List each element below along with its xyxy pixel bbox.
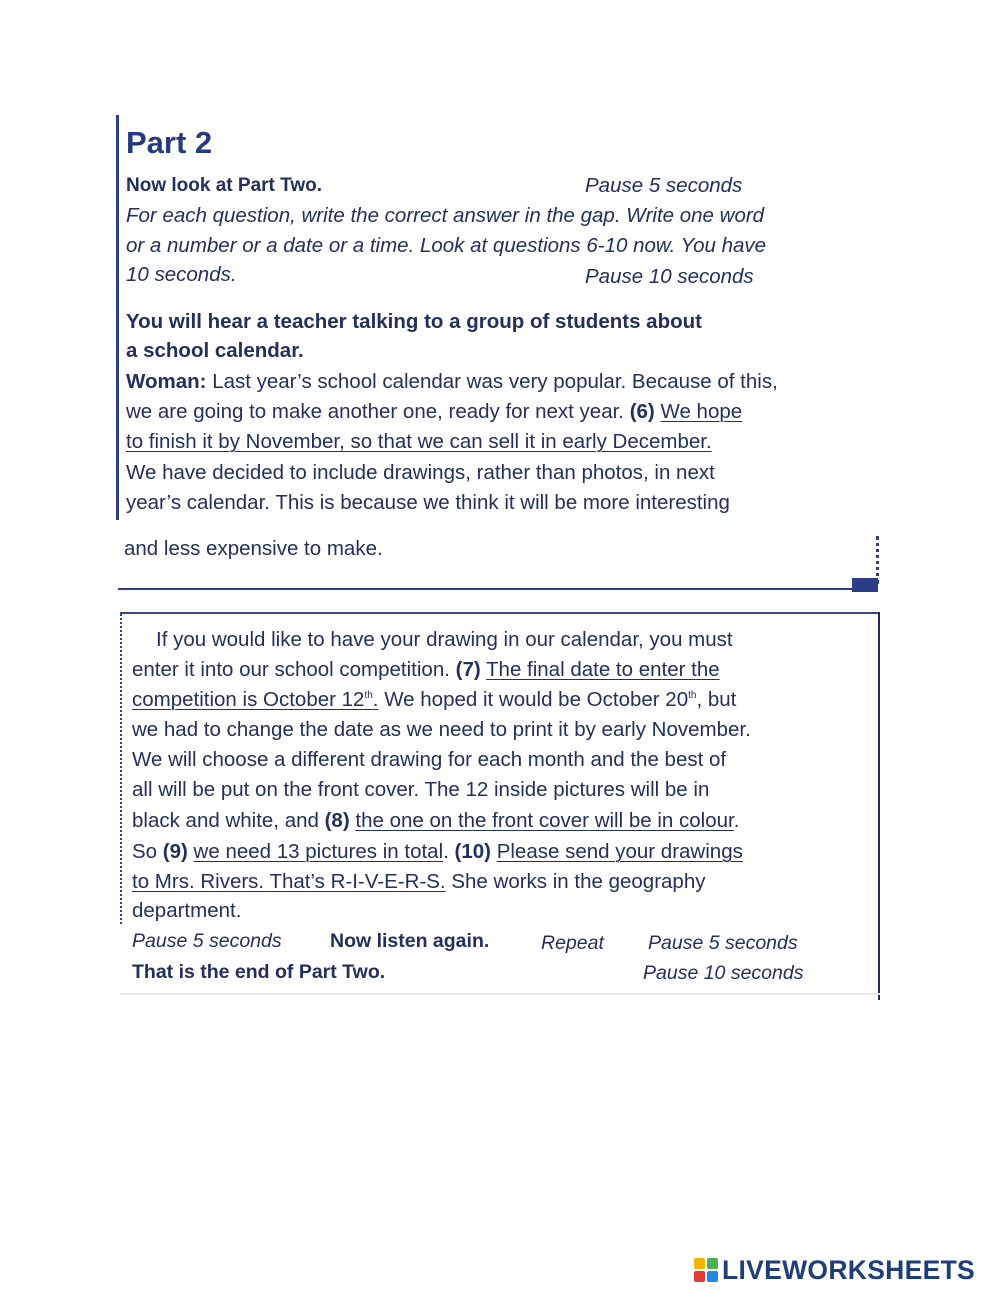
transcript2-line-5: We will choose a different drawing for each month and the best of — [132, 748, 727, 771]
part-heading: Part 2 — [126, 125, 213, 160]
transcript-line-2 — [126, 397, 742, 427]
instructions-line-2: or a number or a date or a time. Look at questions 6-10 now. You have — [126, 234, 767, 257]
transcript-line-6: and less expensive to make. — [124, 537, 383, 560]
transcript-line-4: We have decided to include drawings, rather than photos, in next — [126, 461, 715, 484]
transcript-text: Last year’s school calendar was very popular. Because of this, — [212, 370, 778, 393]
intro-pause: Pause 5 seconds — [585, 174, 743, 197]
transcript2-line-9 — [132, 867, 705, 897]
instructions-line-1: For each question, write the correct answer in the gap. Write one word — [126, 204, 765, 227]
transcript2-line-4: we had to change the date as we need to print it by early November. — [132, 718, 751, 741]
transcript-text: black and white, and — [132, 809, 319, 832]
transcript-text: enter it into our school competition. — [132, 658, 450, 681]
question-number-8: (8) — [324, 809, 350, 832]
pause-c: Pause 10 seconds — [643, 962, 804, 984]
transcript2-line-7: black and white, and (8) the one on the front cover will be in colour. — [132, 809, 740, 832]
answer-10-part-1: Please send your drawings — [496, 840, 743, 863]
speaker-label: Woman: — [126, 370, 207, 393]
page-tab-mark — [852, 578, 878, 592]
transcript-text: We hoped it would be October 20 — [384, 688, 689, 711]
answer-6-part-1: We hope — [660, 400, 743, 423]
logo-grid-icon — [694, 1258, 718, 1282]
instructions-line-3: 10 seconds. — [126, 263, 237, 286]
setup-line-2: a school calendar. — [126, 339, 304, 362]
panel-1-left-border — [116, 115, 119, 520]
panel-2-right-border — [878, 612, 880, 1000]
superscript-th: th — [364, 690, 373, 701]
answer-7-part-1: The final date to enter the — [486, 658, 720, 681]
superscript-th: th — [688, 690, 697, 701]
panel-1-bottom-rule — [118, 588, 876, 590]
logo-text: LIVEWORKSHEETS — [722, 1255, 976, 1285]
transcript2-line-8: So (9) we need 13 pictures in total. (10) Please send your drawings — [132, 840, 743, 863]
transcript2-line-10: department. — [132, 899, 242, 922]
panel-2-bottom-edge — [120, 993, 880, 995]
transcript-text: So — [132, 840, 158, 863]
repeat-label: Repeat — [541, 932, 604, 954]
answer-10-part-2: to Mrs. Rivers. That’s R-I-V-E-R-S. — [132, 870, 446, 893]
transcript-text: She works in the geography — [451, 870, 706, 893]
listen-again: Now listen again. — [330, 930, 490, 952]
end-line: That is the end of Part Two. — [132, 961, 386, 983]
panel-1-dotted-edge — [876, 536, 879, 584]
transcript-text: we are going to make another one, ready for next year. — [126, 400, 624, 423]
transcript-text: , but — [696, 688, 737, 711]
intro-line: Now look at Part Two. — [126, 175, 322, 196]
question-number-7: (7) — [455, 658, 481, 681]
transcript-line-5: year’s calendar. This is because we think it will be more interesting — [126, 491, 730, 514]
question-number-10: (10) — [454, 840, 491, 863]
answer-8: the one on the front cover will be in colour — [355, 809, 734, 832]
transcript2-line-2 — [132, 655, 720, 685]
answer-9: we need 13 pictures in total — [193, 840, 444, 863]
question-number-9: (9) — [162, 840, 188, 863]
instructions-pause: Pause 10 seconds — [585, 265, 754, 288]
setup-line-1: You will hear a teacher talking to a group of students about — [126, 310, 702, 333]
panel-2-dotted-left-border — [120, 614, 122, 924]
pause-b: Pause 5 seconds — [648, 932, 798, 954]
pause-a: Pause 5 seconds — [132, 930, 282, 952]
transcript2-line-3 — [132, 685, 736, 715]
question-number-6: (6) — [629, 400, 655, 423]
transcript-line-1 — [126, 367, 778, 397]
panel-2-top-border — [120, 612, 880, 614]
transcript2-line-1: If you would like to have your drawing in our calendar, you must — [156, 628, 733, 651]
answer-6-part-2: to finish it by November, so that we can sell it in early December. — [126, 430, 712, 453]
answer-7-part-2: competition is October 12th. — [132, 688, 379, 711]
transcript2-line-6: all will be put on the front cover. The 12 inside pictures will be in — [132, 778, 710, 801]
